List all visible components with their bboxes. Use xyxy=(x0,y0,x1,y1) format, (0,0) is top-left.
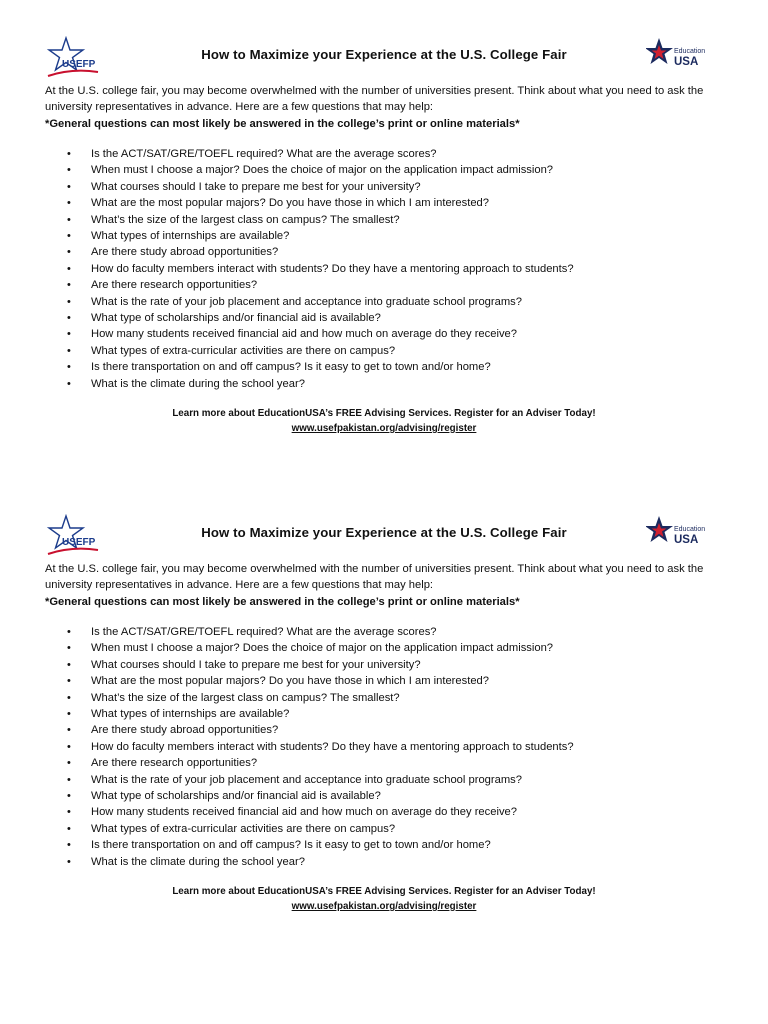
bullet: • xyxy=(67,164,71,177)
footer-cta-text: Learn more about EducationUSA’s FREE Advising Services. Register for an Adviser Today! xyxy=(172,408,596,419)
page-title: How to Maximize your Experience at the U.S. College Fair xyxy=(201,47,567,62)
question-text: Is the ACT/SAT/GRE/TOEFL required? What are the average scores? xyxy=(91,148,437,160)
education-usa-logo-bottom: USA xyxy=(674,56,699,68)
question-list xyxy=(60,624,740,870)
bullet: • xyxy=(67,279,71,292)
list-item xyxy=(60,624,740,640)
footer-cta-text: Learn more about EducationUSA’s FREE Advising Services. Register for an Adviser Today! xyxy=(172,886,596,897)
bullet: • xyxy=(67,839,71,852)
list-item xyxy=(60,706,740,722)
list-item xyxy=(60,359,740,375)
question-text: Are there study abroad opportunities? xyxy=(91,246,279,259)
education-usa-logo xyxy=(646,514,712,554)
list-item xyxy=(60,212,740,228)
bullet: • xyxy=(67,855,71,868)
register-link[interactable]: www.usefpakistan.org/advising/register xyxy=(291,901,477,912)
bullet: • xyxy=(67,312,71,325)
question-text: How do faculty members interact with students? Do they have a mentoring approach to students? xyxy=(91,262,574,275)
bullet: • xyxy=(67,295,71,308)
intro-paragraph: At the U.S. college fair, you may become overwhelmed with the number of universities present. Think about what you need to ask the university representatives in advance. Here are a few questions that may help: xyxy=(45,85,704,113)
list-item xyxy=(60,722,740,738)
bullet: • xyxy=(67,642,71,655)
question-text: Are there research opportunities? xyxy=(91,757,258,770)
list-item xyxy=(60,179,740,195)
general-questions-note: *General questions can most likely be answered in the college’s print or online materials* xyxy=(45,596,520,608)
question-text: What is the rate of your job placement and acceptance into graduate school programs? xyxy=(91,295,522,308)
education-usa-logo-top: Education xyxy=(674,526,706,533)
list-item xyxy=(60,326,740,342)
question-text: What is the climate during the school year? xyxy=(91,855,305,868)
bullet: • xyxy=(67,740,71,753)
bullet: • xyxy=(67,790,71,803)
question-text: What is the rate of your job placement and acceptance into graduate school programs? xyxy=(91,773,522,786)
list-item xyxy=(60,294,740,310)
bullet: • xyxy=(67,328,71,341)
intro-paragraph: At the U.S. college fair, you may become overwhelmed with the number of universities present. Think about what you need to ask the university representatives in advance. Here are a few questions that may help: xyxy=(45,563,704,591)
list-item xyxy=(60,854,740,870)
list-item xyxy=(60,837,740,853)
list-item xyxy=(60,195,740,211)
bullet: • xyxy=(67,230,71,243)
list-item xyxy=(60,228,740,244)
question-text: What are the most popular majors? Do you have those in which I am interested? xyxy=(91,675,489,688)
bullet: • xyxy=(67,180,71,193)
register-link[interactable]: www.usefpakistan.org/advising/register xyxy=(291,423,477,434)
list-item xyxy=(60,310,740,326)
question-text: How many students received financial aid and how much on average do they receive? xyxy=(91,806,517,819)
list-item xyxy=(60,244,740,260)
bullet: • xyxy=(67,708,71,721)
question-text: When must I choose a major? Does the choice of major on the application impact admission? xyxy=(91,164,554,177)
question-list xyxy=(60,146,740,392)
bullet: • xyxy=(67,197,71,210)
education-usa-star-logo-icon xyxy=(646,36,712,76)
question-text: What are the most popular majors? Do you have those in which I am interested? xyxy=(91,197,489,210)
bullet: • xyxy=(67,344,71,357)
education-usa-logo-bottom: USA xyxy=(674,534,699,546)
bullet: • xyxy=(67,773,71,786)
question-text: What types of extra-curricular activities are there on campus? xyxy=(91,344,396,357)
education-usa-star-logo-icon xyxy=(646,514,712,554)
flyer-top xyxy=(0,0,768,480)
bullet: • xyxy=(67,675,71,688)
question-text: What types of internships are available? xyxy=(91,708,290,721)
list-item xyxy=(60,772,740,788)
list-item xyxy=(60,261,740,277)
question-text: What courses should I take to prepare me best for your university? xyxy=(91,658,421,671)
list-item xyxy=(60,376,740,392)
education-usa-logo xyxy=(646,36,712,76)
question-text: What type of scholarships and/or financial aid is available? xyxy=(91,790,381,803)
list-item xyxy=(60,657,740,673)
list-item xyxy=(60,640,740,656)
bullet: • xyxy=(67,691,71,704)
footer xyxy=(0,884,768,914)
question-text: What type of scholarships and/or financial aid is available? xyxy=(91,312,381,325)
bullet: • xyxy=(67,757,71,770)
list-item xyxy=(60,804,740,820)
question-text: How many students received financial aid and how much on average do they receive? xyxy=(91,328,517,341)
question-text: Are there research opportunities? xyxy=(91,279,258,292)
question-text: What is the climate during the school year? xyxy=(91,377,305,390)
bullet: • xyxy=(67,213,71,226)
bullet: • xyxy=(67,377,71,390)
question-text: What types of extra-curricular activities are there on campus? xyxy=(91,822,396,835)
bullet: • xyxy=(67,806,71,819)
question-text: Is there transportation on and off campus? Is it easy to get to town and/or home? xyxy=(91,361,491,374)
question-text: When must I choose a major? Does the choice of major on the application impact admission? xyxy=(91,642,554,655)
list-item xyxy=(60,343,740,359)
footer xyxy=(0,406,768,436)
question-text: What’s the size of the largest class on campus? The smallest? xyxy=(91,691,400,704)
question-text: What courses should I take to prepare me best for your university? xyxy=(91,180,421,193)
list-item xyxy=(60,277,740,293)
question-text: Is the ACT/SAT/GRE/TOEFL required? What are the average scores? xyxy=(91,626,437,638)
bullet: • xyxy=(67,148,71,160)
list-item xyxy=(60,673,740,689)
list-item xyxy=(60,690,740,706)
usefp-logo-text: USEFP xyxy=(62,537,96,548)
general-questions-note: *General questions can most likely be answered in the college’s print or online materials* xyxy=(45,118,520,130)
list-item xyxy=(60,739,740,755)
bullet: • xyxy=(67,626,71,638)
page-title: How to Maximize your Experience at the U.S. College Fair xyxy=(201,525,567,540)
question-text: Are there study abroad opportunities? xyxy=(91,724,279,737)
list-item xyxy=(60,788,740,804)
bullet: • xyxy=(67,658,71,671)
bullet: • xyxy=(67,246,71,259)
question-text: Is there transportation on and off campus? Is it easy to get to town and/or home? xyxy=(91,839,491,852)
question-text: How do faculty members interact with students? Do they have a mentoring approach to students? xyxy=(91,740,574,753)
bullet: • xyxy=(67,822,71,835)
education-usa-logo-top: Education xyxy=(674,48,706,55)
list-item xyxy=(60,821,740,837)
bullet: • xyxy=(67,724,71,737)
usefp-logo-text: USEFP xyxy=(62,59,96,70)
question-text: What’s the size of the largest class on campus? The smallest? xyxy=(91,213,400,226)
question-text: What types of internships are available? xyxy=(91,230,290,243)
bullet: • xyxy=(67,262,71,275)
flyer-bottom xyxy=(0,478,768,958)
bullet: • xyxy=(67,361,71,374)
list-item xyxy=(60,146,740,162)
list-item xyxy=(60,162,740,178)
list-item xyxy=(60,755,740,771)
